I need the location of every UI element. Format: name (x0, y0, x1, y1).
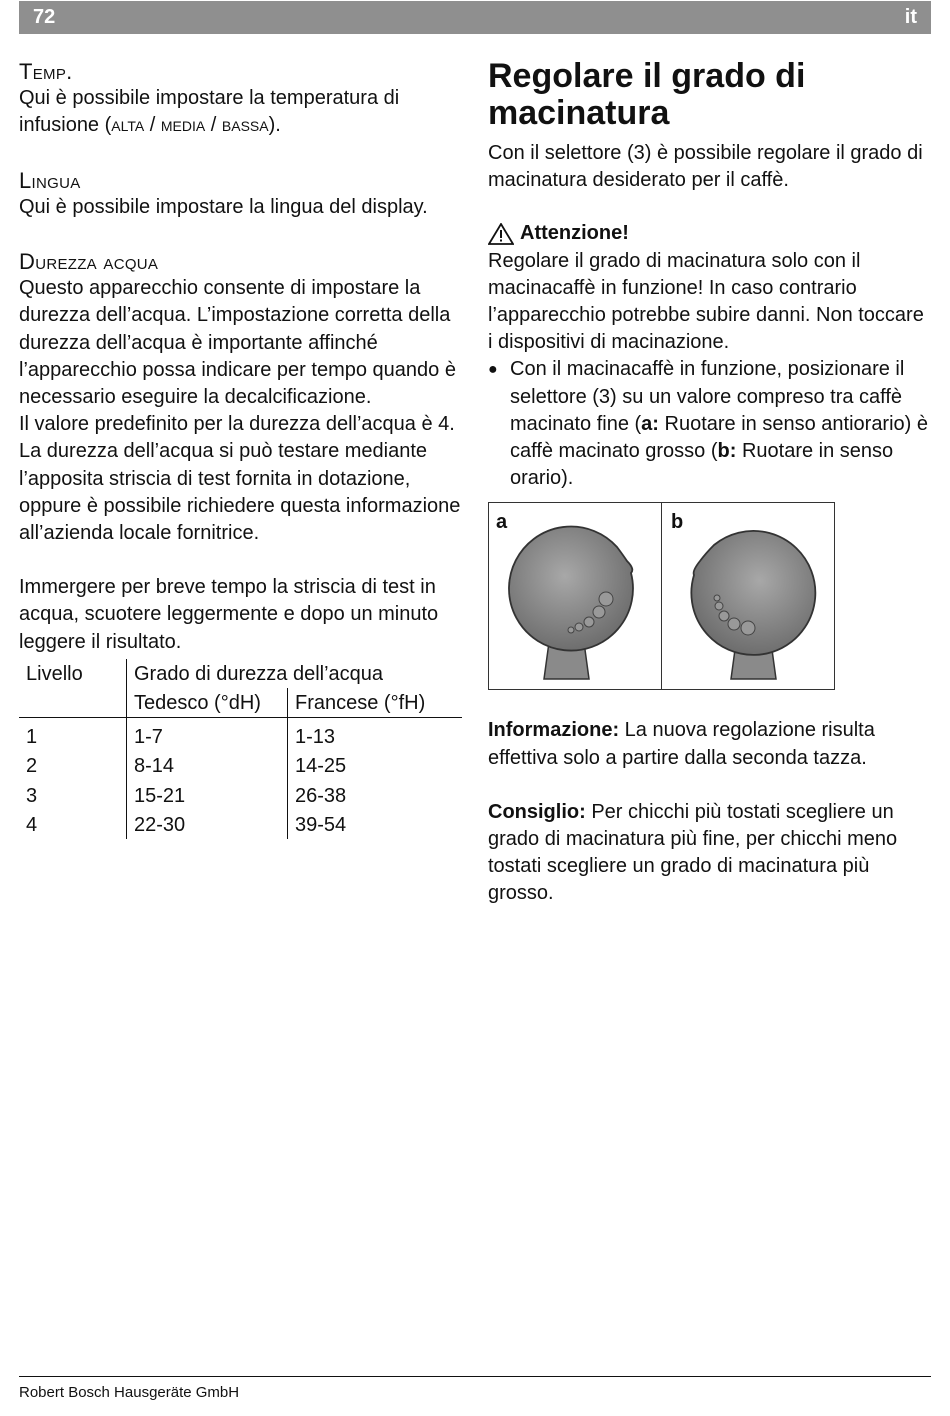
grinder-coarse-illustration (662, 503, 834, 689)
warning-text: Regolare il grado di macinatura solo con il macinacaffè in funzione! In caso contrario l’apparecchio potrebbe subire danni. Non toccare i dispositivi di macinazione. (488, 249, 924, 354)
intro-text: Con il selettore (3) è possibile regolare il grado di macinatura desiderato per il caffè. (488, 142, 923, 192)
warning-heading: Attenzione! (488, 220, 930, 247)
col-fr-header: Francese (°fH) (288, 688, 463, 718)
footer-company: Robert Bosch Hausgeräte GmbH (19, 1384, 240, 1401)
page-number: 72 (33, 6, 56, 28)
hardness-table (19, 659, 462, 839)
grinder-figure (488, 502, 835, 690)
lingua-heading: Lingua (19, 167, 81, 193)
immerse-text: Immergere per breve tempo la striscia di test in acqua, scuotere leggermente e dopo un minuto leggere il risultato. (19, 576, 439, 653)
table-row: 2 8-14 14-25 (19, 751, 462, 780)
col-group-header: Grado di durezza dell’acqua (127, 659, 463, 688)
right-column (488, 58, 930, 908)
warning-icon (488, 223, 514, 245)
left-column (19, 58, 464, 839)
info-text: Informazione: La nuova regolazione risulta effettiva solo a partire dalla seconda tazza. (488, 719, 875, 769)
figure-label-a: a (496, 511, 508, 534)
page-header (19, 1, 931, 34)
figure-label-b: b (671, 511, 684, 534)
default-text: Il valore predefinito per la durezza dell’acqua è 4. (19, 413, 455, 436)
lingua-text: Qui è possibile impostare la lingua del display. (19, 195, 428, 218)
table-row: 1 1-7 1-13 (19, 718, 462, 752)
col-de-header: Tedesco (°dH) (127, 688, 288, 718)
page-footer (19, 1376, 931, 1401)
durezza-heading: Durezza acqua (19, 249, 159, 275)
grinder-fine-illustration (489, 503, 661, 689)
tip-text: Consiglio: Per chicchi più tostati scegliere un grado di macinatura più fine, per chicchi meno tostati scegliere un grado di macinatura più grosso. (488, 800, 898, 905)
table-row: 4 22-30 39-54 (19, 810, 462, 839)
temp-heading: Temp. (19, 59, 73, 84)
section-title: Regolare il grado di macinatura (488, 57, 806, 132)
language-code: it (904, 6, 917, 28)
table-row: 3 15-21 26-38 (19, 781, 462, 810)
col-level-header: Livello (26, 662, 83, 685)
temp-text: Qui è possibile impostare la temperatura di infusione (alta / media / bassa). (19, 87, 400, 137)
list-item: ● Con il macinacaffè in funzione, posizionare il selettore (3) su un valore compreso tra caffè macinato fine (a: Ruotare in senso antiorario) è caffè macinato grosso (b: Ruotare in senso orario). (488, 358, 929, 490)
test-text: La durezza dell’acqua si può testare mediante l’apposita striscia di test fornita in dotazione, oppure è possibile richiedere questa informazione all’azienda locale fornitrice. (19, 440, 461, 545)
durezza-text: Questo apparecchio consente di impostare la durezza dell’acqua. L’impostazione corretta della durezza dell’acqua è importante affinché l’apparecchio possa indicare per tempo quando è necessario eseguire la decalcificazione. (19, 277, 456, 409)
